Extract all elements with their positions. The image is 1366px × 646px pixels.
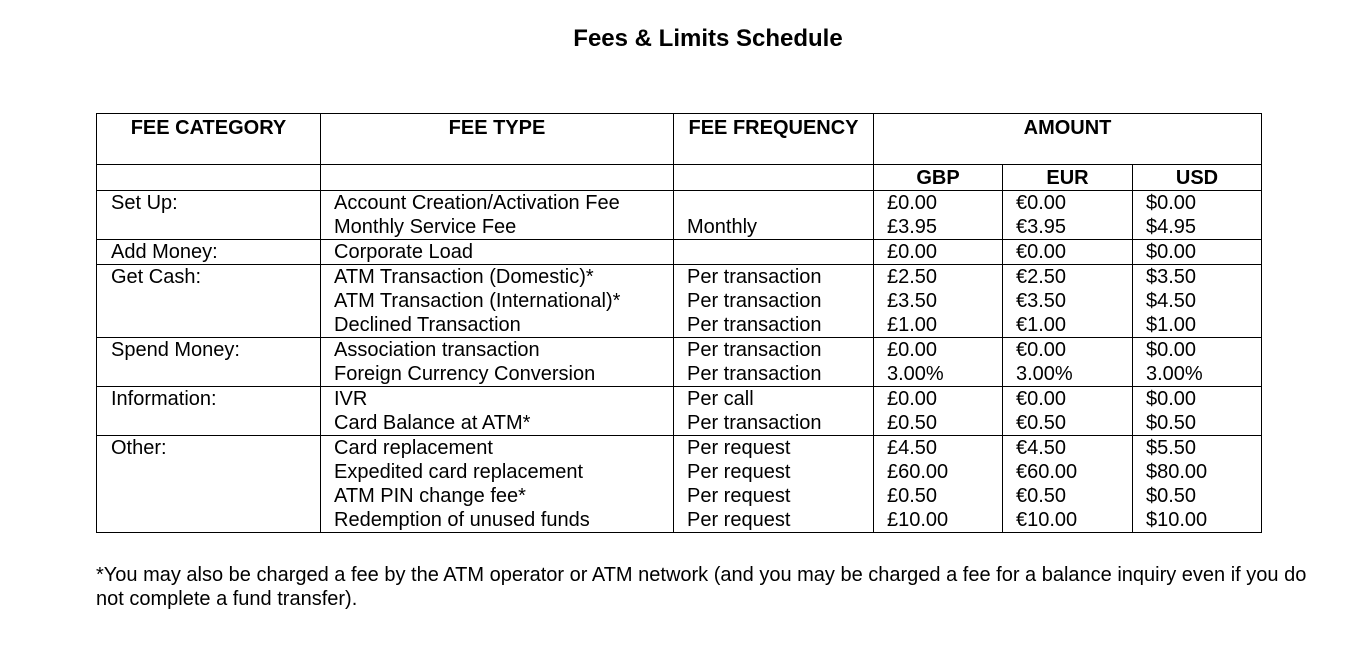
fee-category-cell — [97, 313, 321, 338]
eur-amount-cell: €10.00 — [1003, 508, 1133, 533]
table-row — [97, 338, 1262, 363]
gbp-amount-cell: £3.50 — [874, 289, 1003, 313]
fee-category-cell: Information: — [97, 387, 321, 412]
usd-amount-cell: $4.50 — [1133, 289, 1262, 313]
table-row — [97, 411, 1262, 436]
gbp-amount-cell: £0.50 — [874, 484, 1003, 508]
header-blank — [321, 165, 674, 191]
fee-frequency-cell — [674, 240, 874, 265]
fee-category-cell: Spend Money: — [97, 338, 321, 363]
gbp-amount-cell: £3.95 — [874, 215, 1003, 240]
table-row — [97, 460, 1262, 484]
gbp-amount-cell: £0.00 — [874, 387, 1003, 412]
table-row — [97, 289, 1262, 313]
eur-amount-cell: €0.00 — [1003, 191, 1133, 216]
eur-amount-cell: 3.00% — [1003, 362, 1133, 387]
gbp-amount-cell: £0.50 — [874, 411, 1003, 436]
fee-type-cell: Card Balance at ATM* — [321, 411, 674, 436]
fee-frequency-cell — [674, 191, 874, 216]
usd-amount-cell: $0.00 — [1133, 338, 1262, 363]
fee-type-cell: ATM Transaction (International)* — [321, 289, 674, 313]
fee-type-cell: Account Creation/Activation Fee — [321, 191, 674, 216]
eur-amount-cell: €0.00 — [1003, 338, 1133, 363]
fee-category-cell — [97, 484, 321, 508]
gbp-amount-cell: £0.00 — [874, 240, 1003, 265]
usd-amount-cell: $80.00 — [1133, 460, 1262, 484]
fee-frequency-cell: Per transaction — [674, 265, 874, 290]
fee-type-cell: Monthly Service Fee — [321, 215, 674, 240]
eur-amount-cell: €2.50 — [1003, 265, 1133, 290]
eur-amount-cell: €3.95 — [1003, 215, 1133, 240]
table-row — [97, 191, 1262, 216]
table-row — [97, 240, 1262, 265]
eur-amount-cell: €0.00 — [1003, 387, 1133, 412]
fee-category-cell: Add Money: — [97, 240, 321, 265]
fee-frequency-cell: Per request — [674, 484, 874, 508]
fee-type-cell: Card replacement — [321, 436, 674, 461]
fee-type-cell: Foreign Currency Conversion — [321, 362, 674, 387]
usd-amount-cell: $3.50 — [1133, 265, 1262, 290]
footnote: *You may also be charged a fee by the ATM operator or ATM network (and you may be charged a fee for a balance inquiry even if you do not complete a fund transfer). — [96, 564, 1307, 610]
table-row — [97, 436, 1262, 461]
fee-category-cell — [97, 411, 321, 436]
fee-category-cell — [97, 460, 321, 484]
fee-type-cell: IVR — [321, 387, 674, 412]
header-gbp: GBP — [874, 165, 1003, 191]
table-row — [97, 362, 1262, 387]
gbp-amount-cell: £10.00 — [874, 508, 1003, 533]
fee-frequency-cell: Per transaction — [674, 289, 874, 313]
header-blank — [674, 165, 874, 191]
fee-type-cell: Redemption of unused funds — [321, 508, 674, 533]
usd-amount-cell: $0.50 — [1133, 411, 1262, 436]
fee-category-cell: Other: — [97, 436, 321, 461]
gbp-amount-cell: £0.00 — [874, 191, 1003, 216]
fee-frequency-cell: Per transaction — [674, 362, 874, 387]
fee-frequency-cell: Per request — [674, 436, 874, 461]
fees-table — [96, 113, 1262, 533]
usd-amount-cell: $0.00 — [1133, 387, 1262, 412]
eur-amount-cell: €4.50 — [1003, 436, 1133, 461]
fee-category-cell: Get Cash: — [97, 265, 321, 290]
header-blank — [97, 165, 321, 191]
gbp-amount-cell: £4.50 — [874, 436, 1003, 461]
fee-frequency-cell: Per call — [674, 387, 874, 412]
gbp-amount-cell: £60.00 — [874, 460, 1003, 484]
header-eur: EUR — [1003, 165, 1133, 191]
fee-frequency-cell: Per transaction — [674, 313, 874, 338]
fee-category-cell — [97, 508, 321, 533]
usd-amount-cell: $10.00 — [1133, 508, 1262, 533]
fee-category-cell — [97, 289, 321, 313]
table-row — [97, 265, 1262, 290]
usd-amount-cell: $0.50 — [1133, 484, 1262, 508]
eur-amount-cell: €60.00 — [1003, 460, 1133, 484]
header-fee-category: FEE CATEGORY — [97, 114, 321, 165]
usd-amount-cell: $4.95 — [1133, 215, 1262, 240]
fee-type-cell: ATM PIN change fee* — [321, 484, 674, 508]
usd-amount-cell: $0.00 — [1133, 191, 1262, 216]
header-fee-frequency: FEE FREQUENCY — [674, 114, 874, 165]
eur-amount-cell: €0.00 — [1003, 240, 1133, 265]
fee-type-cell: ATM Transaction (Domestic)* — [321, 265, 674, 290]
fee-frequency-cell: Monthly — [674, 215, 874, 240]
fee-type-cell: Declined Transaction — [321, 313, 674, 338]
gbp-amount-cell: £2.50 — [874, 265, 1003, 290]
fee-frequency-cell: Per transaction — [674, 411, 874, 436]
header-fee-type: FEE TYPE — [321, 114, 674, 165]
usd-amount-cell: $0.00 — [1133, 240, 1262, 265]
fee-frequency-cell: Per request — [674, 460, 874, 484]
table-row — [97, 484, 1262, 508]
fee-frequency-cell: Per transaction — [674, 338, 874, 363]
gbp-amount-cell: £0.00 — [874, 338, 1003, 363]
usd-amount-cell: 3.00% — [1133, 362, 1262, 387]
header-amount: AMOUNT — [874, 114, 1262, 165]
table-row — [97, 387, 1262, 412]
usd-amount-cell: $1.00 — [1133, 313, 1262, 338]
fee-category-cell — [97, 215, 321, 240]
eur-amount-cell: €0.50 — [1003, 411, 1133, 436]
table-row — [97, 313, 1262, 338]
header-usd: USD — [1133, 165, 1262, 191]
fee-category-cell: Set Up: — [97, 191, 321, 216]
fee-frequency-cell: Per request — [674, 508, 874, 533]
usd-amount-cell: $5.50 — [1133, 436, 1262, 461]
eur-amount-cell: €3.50 — [1003, 289, 1133, 313]
eur-amount-cell: €0.50 — [1003, 484, 1133, 508]
gbp-amount-cell: £1.00 — [874, 313, 1003, 338]
gbp-amount-cell: 3.00% — [874, 362, 1003, 387]
table-row — [97, 215, 1262, 240]
eur-amount-cell: €1.00 — [1003, 313, 1133, 338]
page-title: Fees & Limits Schedule — [573, 25, 843, 52]
fee-type-cell: Expedited card replacement — [321, 460, 674, 484]
fee-category-cell — [97, 362, 321, 387]
fee-type-cell: Corporate Load — [321, 240, 674, 265]
table-row — [97, 508, 1262, 533]
fee-type-cell: Association transaction — [321, 338, 674, 363]
